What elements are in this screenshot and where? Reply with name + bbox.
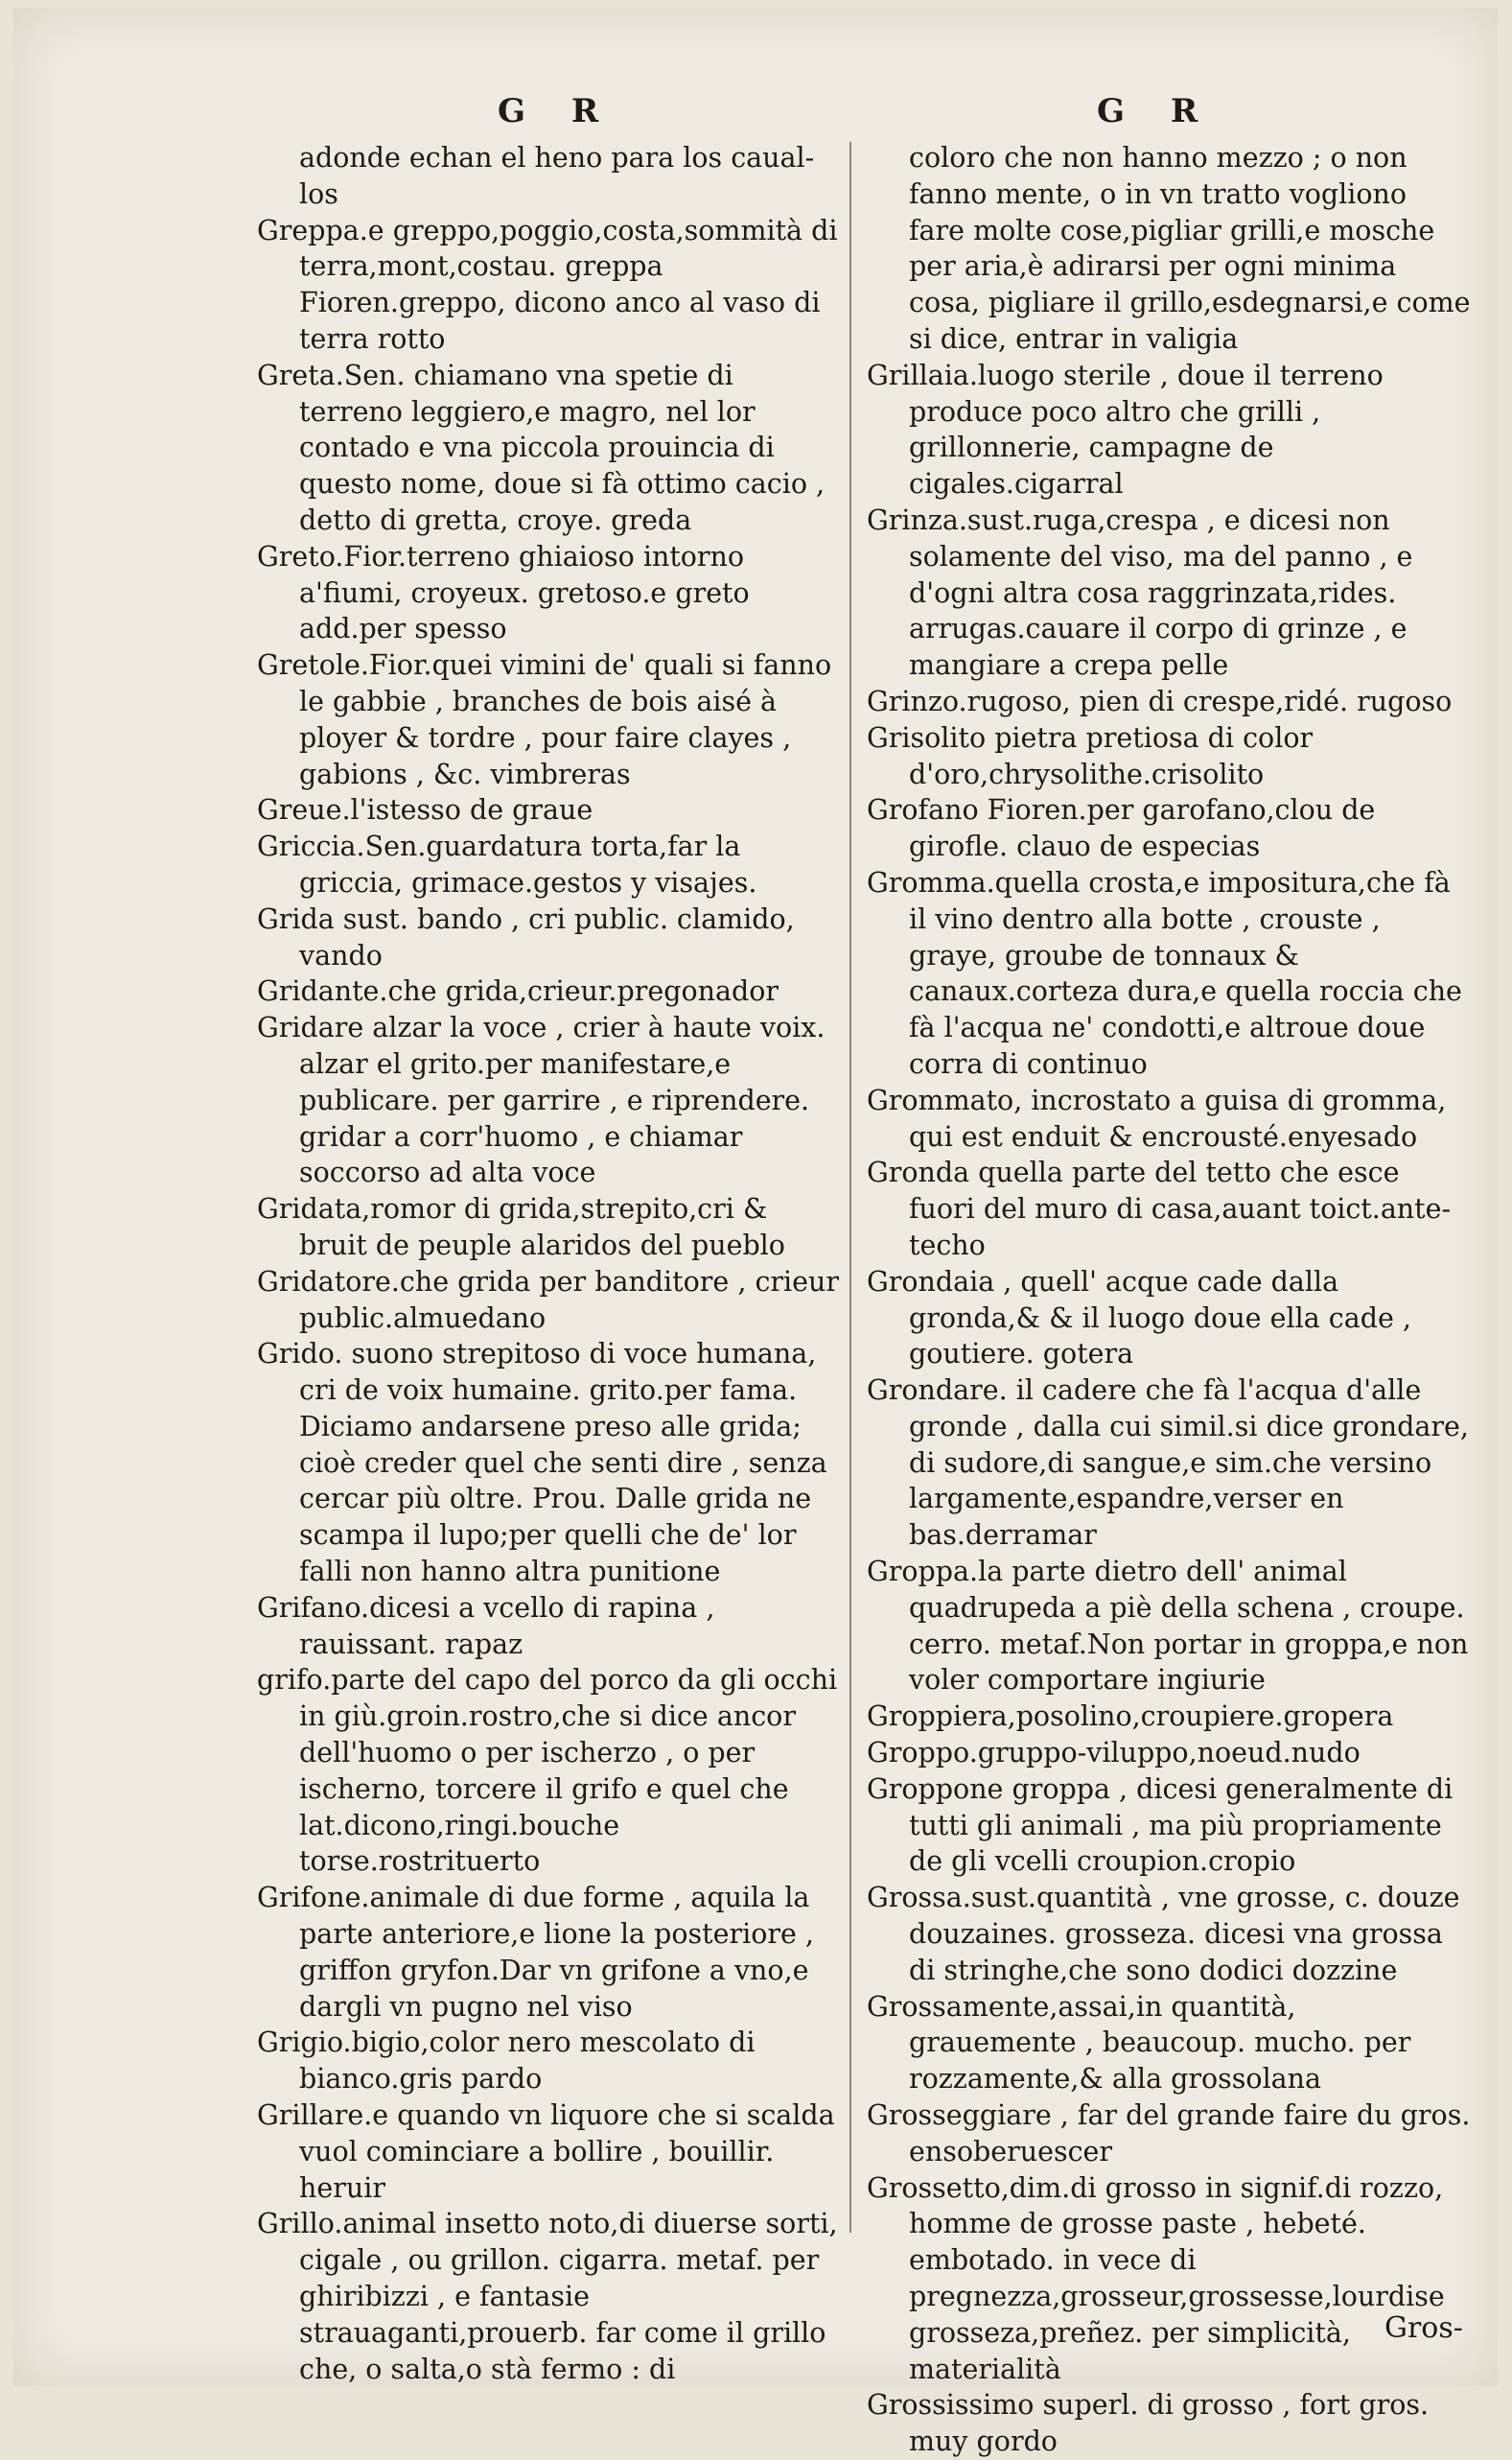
column-divider <box>849 142 851 2233</box>
dictionary-entry: grifo.parte del capo del porco da gli occhi in giù.groin.rostro,che si dice ancor dell'huomo o per ischerzo , o per ischerno, torcere il grifo e quel che lat.dicono,ringi.bouche torse.rostrituerto <box>257 1664 838 1878</box>
catchword: Gros- <box>1384 2311 1463 2345</box>
dictionary-entry: Greto.Fior.terreno ghiaioso intorno a'fiumi, croyeux. gretoso.e greto add.per spesso <box>257 540 750 645</box>
dictionary-entry: Grillaia.luogo sterile , doue il terreno produce poco altro che grilli , grillonnerie, campagne de cigales.cigarral <box>867 359 1384 501</box>
dictionary-entry: Grillare.e quando vn liquore che si scalda vuol cominciare a bollire , bouillir. heruir <box>257 2099 835 2204</box>
right-column <box>867 140 1471 2460</box>
dictionary-entry: coloro che non hanno mezzo ; o non fanno mente, o in vn tratto vogliono fare molte cose,pigliar grilli,e mosche per aria,è adirarsi per ogni minima cosa, pigliare il grillo,esdegnarsi,e come si dice, entrar in valigia <box>909 142 1471 355</box>
dictionary-entry: Grido. suono strepitoso di voce humana, cri de voix humaine. grito.per fama. Diciamo andarsene preso alle grida; cioè creder quel che senti dire , senza cercar più oltre. Prou. Dalle grida ne scampa il lupo;per quelli che de' lor falli non hanno altra punitione <box>257 1338 827 1588</box>
dictionary-entry: Grossamente,assai,in quantità, grauemente , beaucoup. mucho. per rozzamente,& alla grossolana <box>867 1990 1411 2096</box>
dictionary-entry: Grinza.sust.ruga,crespa , e dicesi non solamente del viso, ma del panno , e d'ogni altra cosa raggrinzata,rides. arrugas.cauare il corpo di grinze , e mangiare a crepa pelle <box>867 504 1413 682</box>
dictionary-entry: Grosseggiare , far del grande faire du gros. ensoberuescer <box>867 2099 1471 2167</box>
dictionary-entry: Grondare. il cadere che fà l'acqua d'alle gronde , dalla cui simil.si dice grondare, di sudore,di sangue,e sim.che versino largamente,espandre,verser en bas.derramar <box>867 1374 1469 1552</box>
dictionary-entry: Greppa.e greppo,poggio,costa,sommità di terra,mont,costau. greppa Fioren.greppo, dicono anco al vaso di terra rotto <box>257 214 838 355</box>
dictionary-entry: Gronda quella parte del tetto che esce fuori del muro di casa,auant toict.ante-techo <box>867 1157 1452 1261</box>
dictionary-entry: Grigio.bigio,color nero mescolato di bianco.gris pardo <box>257 2027 756 2096</box>
dictionary-entry: Greue.l'istesso de graue <box>257 794 593 827</box>
dictionary-entry: Grillo.animal insetto noto,di diuerse sorti, cigale , ou grillon. cigarra. metaf. per ghiribizzi , e fantasie strauaganti,prouerb. far come il grillo che, o salta,o stà fermo : di <box>257 2208 838 2385</box>
left-column-header: G R <box>498 92 616 130</box>
dictionary-entry: Gretole.Fior.quei vimini de' quali si fanno le gabbie , branches de bois aisé à ployer & tordre , pour faire clayes , gabions , &c. vimbreras <box>257 649 832 790</box>
dictionary-entry: Grifone.animale di due forme , aquila la parte anteriore,e lione la posteriore , griffon gryfon.Dar vn grifone a vno,e dargli vn pugno nel viso <box>257 1882 814 2023</box>
dictionary-entry: Grondaia , quell' acque cade dalla gronda,& & il luogo doue ella cade , goutiere. gotera <box>867 1265 1411 1371</box>
dictionary-entry: Grida sust. bando , cri public. clamido, vando <box>257 902 795 972</box>
right-column-header: G R <box>1097 92 1216 130</box>
dictionary-entry: Groppiera,posolino,croupiere.gropera <box>867 1700 1394 1733</box>
dictionary-entry: Gridare alzar la voce , crier à haute voix. alzar el grito.per manifestare,e publicare. per garrire , e riprendere. gridar a corr'huomo , e chiamar soccorso ad alta voce <box>257 1012 826 1189</box>
book-page <box>13 8 1498 2458</box>
dictionary-entry: Gridante.che grida,crieur.pregonador <box>257 975 779 1008</box>
dictionary-entry: Gridatore.che grida per banditore , crieur public.almuedano <box>257 1265 839 1334</box>
dictionary-entry: Grinzo.rugoso, pien di crespe,ridé. rugoso <box>867 685 1453 717</box>
dictionary-entry: Gridata,romor di grida,strepito,cri & bruit de peuple alaridos del pueblo <box>257 1193 785 1261</box>
dictionary-entry: Grifano.dicesi a vcello di rapina , rauissant. rapaz <box>257 1591 715 1660</box>
dictionary-entry: Grommato, incrostato a guisa di gromma, qui est enduit & encrousté.enyesado <box>867 1084 1447 1153</box>
dictionary-entry: Griccia.Sen.guardatura torta,far la griccia, grimace.gestos y visajes. <box>257 831 757 899</box>
dictionary-entry: Grofano Fioren.per garofano,clou de girofle. clauo de especias <box>867 794 1376 863</box>
dictionary-entry: Groppa.la parte dietro dell' animal quadrupeda a piè della schena , croupe. cerro. metaf.Non portar in groppa,e non voler comportare ingiurie <box>867 1556 1469 1697</box>
dictionary-entry: Groppone groppa , dicesi generalmente di tutti gli animali , ma più propriamente de gli vcelli croupion.cropio <box>867 1772 1454 1878</box>
dictionary-entry: adonde echan el heno para los caual-los <box>299 142 815 210</box>
dictionary-entry: Grossetto,dim.di grosso in signif.di rozzo, homme de grosse paste , hebeté. embotado. in vece di pregnezza,grosseur,grossesse,lourdise grosseza,preñez. per simplicità, materialità <box>867 2171 1445 2385</box>
dictionary-entry: Gromma.quella crosta,e impositura,che fà il vino dentro alla botte , crouste , graye, groube de tonnaux & canaux.corteza dura,e quella roccia che fà l'acqua ne' condotti,e altroue doue corra di continuo <box>867 866 1462 1080</box>
dictionary-entry: Grossa.sust.quantità , vne grosse, c. douze douzaines. grosseza. dicesi vna grossa di stringhe,che sono dodici dozzine <box>867 1882 1460 1986</box>
dictionary-entry: Grisolito pietra pretiosa di color d'oro,chrysolithe.crisolito <box>867 721 1314 790</box>
dictionary-entry: Groppo.gruppo-viluppo,noeud.nudo <box>867 1737 1361 1769</box>
dictionary-entry: Greta.Sen. chiamano vna spetie di terreno leggiero,e magro, nel lor contado e vna piccola prouincia di questo nome, doue si fà ottimo cacio , detto di gretta, croye. greda <box>257 359 826 536</box>
left-column <box>257 140 844 2387</box>
dictionary-entry: Grossissimo superl. di grosso , fort gros. muy gordo <box>867 2389 1430 2458</box>
